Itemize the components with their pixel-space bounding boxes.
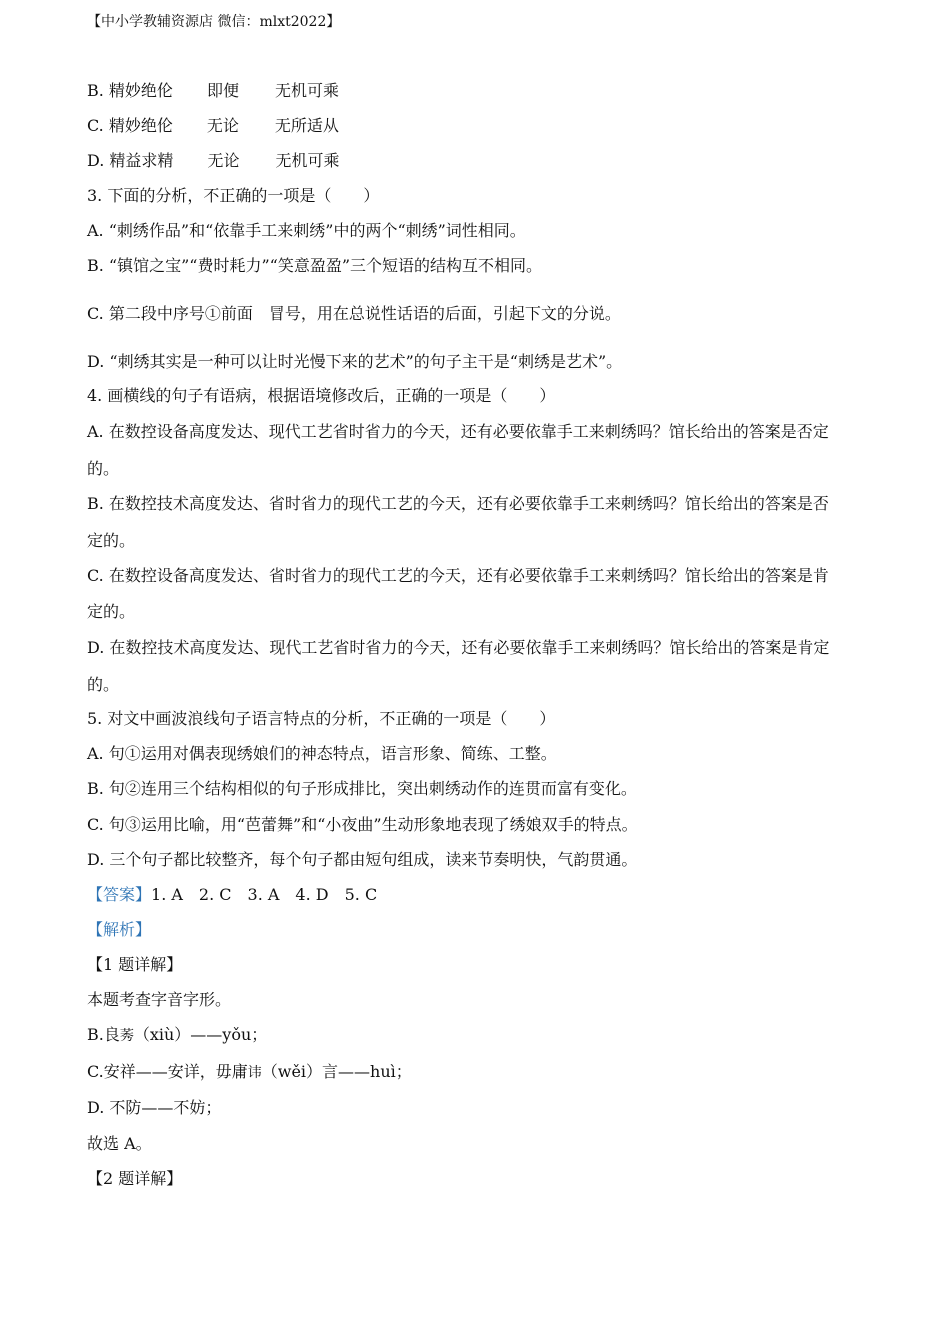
question-4-option-c-line1: C. 在数控设备高度发达、省时省力的现代工艺的今天，还有必要依靠手工来刺绣吗？馆长给出的答案是肯 xyxy=(87,566,829,585)
question-4-option-b-line2: 定的。 xyxy=(87,531,136,550)
detail-1-item-b xyxy=(87,1023,867,1048)
question-4-option-d-line1: D. 在数控技术高度发达、现代工艺省时省力的今天，还有必要依靠手工来刺绣吗？馆长给出的答案是肯定 xyxy=(87,638,830,657)
item-c-prefix: C.安祥——安详，毋庸 xyxy=(87,1062,248,1081)
question-3-option-a: A. “刺绣作品”和“依靠手工来刺绣”中的两个“刺绣”词性相同。 xyxy=(87,221,526,240)
question-3-option-d: D. “刺绣其实是一种可以让时光慢下来的艺术”的句子主干是“刺绣是艺术”。 xyxy=(87,352,623,371)
question-5-option-a: A. 句①运用对偶表现绣娘们的神态特点，语言形象、简练、工整。 xyxy=(87,744,557,763)
item-b-char: 莠 xyxy=(119,1028,134,1044)
question-3-option-b: B. “镇馆之宝”“费时耗力”“笑意盈盈”三个短语的结构互不相同。 xyxy=(87,256,543,275)
question-4-stem: 4. 画横线的句子有语病，根据语境修改后，正确的一项是（ ） xyxy=(87,386,556,405)
answer-line xyxy=(87,883,867,907)
option-c-previous xyxy=(87,114,867,138)
question-5-stem: 5. 对文中画波浪线句子语言特点的分析，不正确的一项是（ ） xyxy=(87,709,556,728)
option-d-previous xyxy=(87,149,867,173)
detail-1-intro: 本题考查字音字形。 xyxy=(87,990,232,1009)
detail-1-item-c xyxy=(87,1060,867,1085)
page-header-watermark: 【中小学教辅资源店 微信：mlxt2022】 xyxy=(87,14,341,30)
analysis-label: 【解析】 xyxy=(87,920,152,939)
question-3-option-c: C. 第二段中序号①前面 冒号，用在总说性话语的后面，引起下文的分说。 xyxy=(87,304,621,323)
answer-label: 【答案】 xyxy=(87,885,152,904)
option-label: B. 精妙绝伦 xyxy=(87,81,173,100)
detail-1-item-d: D. 不防——不妨； xyxy=(87,1098,222,1117)
option-b-previous xyxy=(87,79,867,103)
item-b-suffix: （xiù）——yǒu； xyxy=(133,1025,268,1044)
item-c-char: 讳 xyxy=(247,1065,262,1081)
question-4-option-a-line2: 的。 xyxy=(87,459,120,478)
option-word-3: 无机可乘 xyxy=(274,81,339,100)
detail-1-title: 【1 题详解】 xyxy=(87,955,183,974)
question-4-option-b-line1: B. 在数控技术高度发达、省时省力的现代工艺的今天，还有必要依靠手工来刺绣吗？馆长给出的答案是否 xyxy=(87,494,829,513)
option-label: C. 精妙绝伦 xyxy=(87,116,173,135)
question-4-option-d-line2: 的。 xyxy=(87,675,120,694)
option-label: D. 精益求精 xyxy=(87,151,174,170)
option-word-2: 即便 xyxy=(206,81,239,100)
question-5-option-b: B. 句②连用三个结构相似的句子形成排比，突出刺绣动作的连贯而富有变化。 xyxy=(87,779,637,798)
answer-text: 1. A 2. C 3. A 4. D 5. C xyxy=(151,885,378,904)
option-word-3: 无所适从 xyxy=(274,116,339,135)
question-5-option-c: C. 句③运用比喻，用“芭蕾舞”和“小夜曲”生动形象地表现了绣娘双手的特点。 xyxy=(87,815,638,834)
option-word-3: 无机可乘 xyxy=(275,151,340,170)
item-c-suffix: （wěi）言——huì； xyxy=(261,1062,412,1081)
question-4-option-c-line2: 定的。 xyxy=(87,602,136,621)
question-4-option-a-line1: A. 在数控设备高度发达、现代工艺省时省力的今天，还有必要依靠手工来刺绣吗？馆长给出的答案是否定 xyxy=(87,422,829,441)
question-5-option-d: D. 三个句子都比较整齐，每个句子都由短句组成，读来节奏明快，气韵贯通。 xyxy=(87,850,638,869)
question-3-stem: 3. 下面的分析，不正确的一项是（ ） xyxy=(87,186,380,205)
detail-2-title: 【2 题详解】 xyxy=(87,1169,183,1188)
option-word-2: 无论 xyxy=(206,116,239,135)
item-b-prefix: B.良 xyxy=(87,1025,120,1044)
option-word-2: 无论 xyxy=(207,151,240,170)
detail-1-conclusion: 故选 A。 xyxy=(87,1134,152,1153)
